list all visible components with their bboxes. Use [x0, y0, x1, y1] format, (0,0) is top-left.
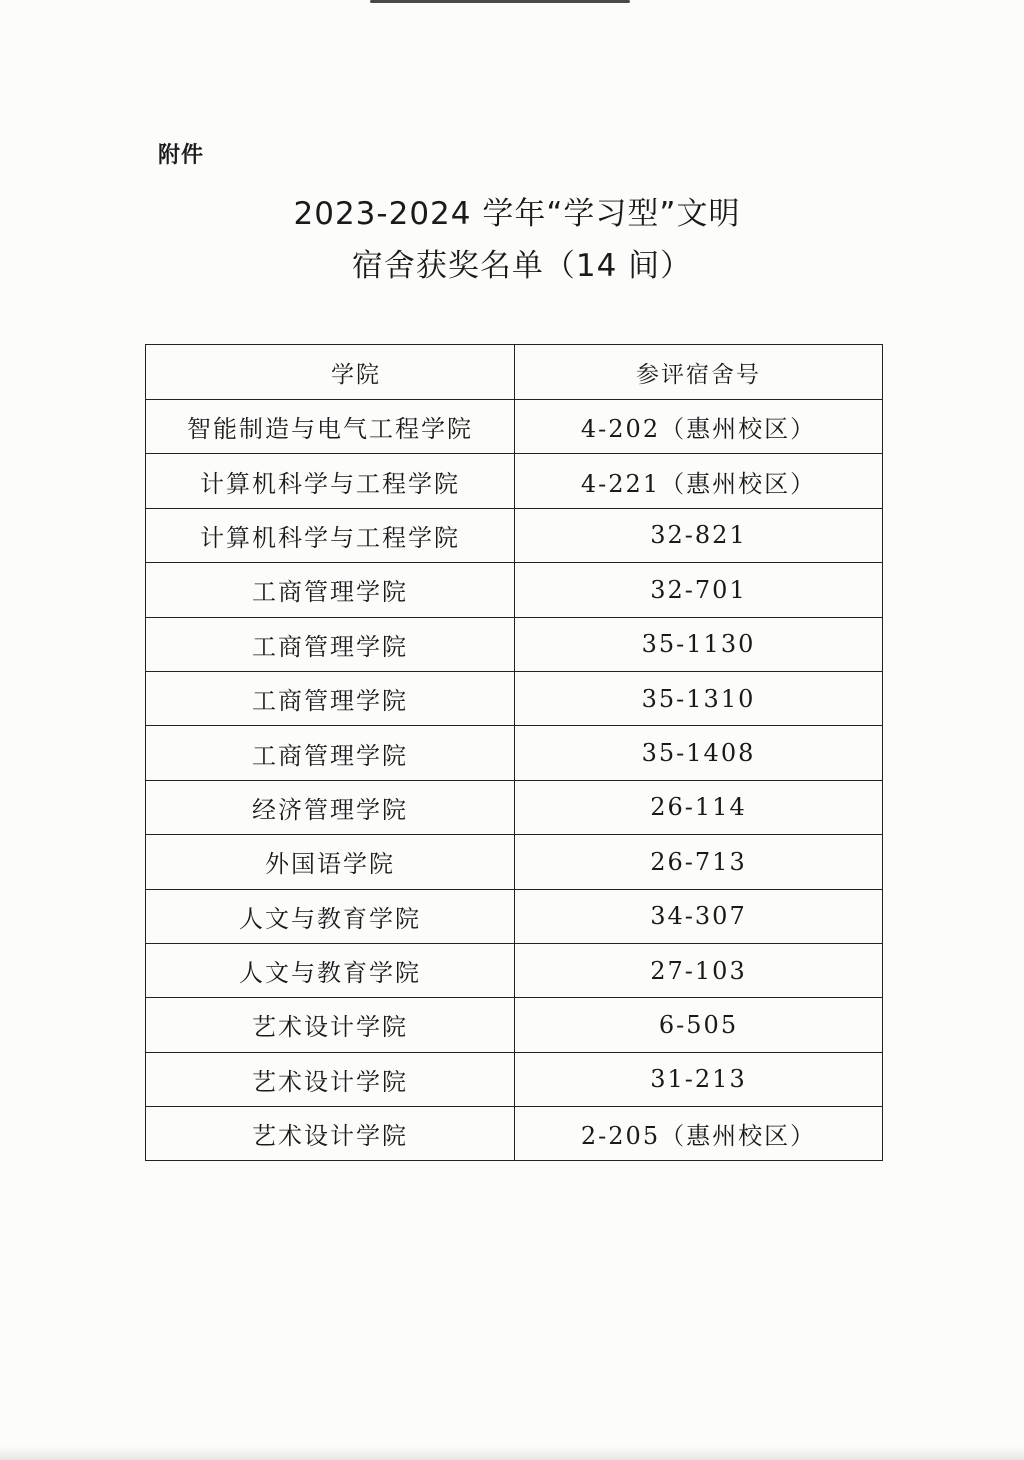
room-cell: 34-307	[515, 889, 883, 943]
college-cell: 工商管理学院	[146, 726, 515, 780]
table-row	[146, 998, 883, 1052]
college-cell: 艺术设计学院	[146, 1052, 515, 1106]
college-cell: 外国语学院	[146, 835, 515, 889]
room-cell: 6-505	[515, 998, 883, 1052]
table-row	[146, 726, 883, 780]
room-cell: 2-205（惠州校区）	[515, 1107, 883, 1161]
room-cell: 35-1310	[515, 671, 883, 725]
scan-edge-bottom	[0, 1446, 1024, 1460]
document-title-line-1: 2023-2024 学年“学习型”文明	[293, 196, 741, 232]
table-row	[146, 1107, 883, 1161]
college-cell: 智能制造与电气工程学院	[146, 400, 515, 454]
room-cell: 32-821	[515, 508, 883, 562]
college-cell: 艺术设计学院	[146, 998, 515, 1052]
table-row	[146, 508, 883, 562]
header-room: 参评宿舍号	[515, 345, 883, 400]
table-row	[146, 943, 883, 997]
college-cell: 人文与教育学院	[146, 943, 515, 997]
document-title-line-2: 宿舍获奖名单（14 间）	[351, 248, 693, 284]
room-cell: 4-202（惠州校区）	[515, 400, 883, 454]
award-table	[145, 344, 883, 1161]
college-cell: 计算机科学与工程学院	[146, 454, 515, 508]
room-cell: 26-713	[515, 835, 883, 889]
scan-edge-top	[370, 0, 630, 3]
room-cell: 35-1408	[515, 726, 883, 780]
header-college: 学院	[146, 345, 515, 400]
college-cell: 经济管理学院	[146, 780, 515, 834]
college-cell: 计算机科学与工程学院	[146, 508, 515, 562]
table-row	[146, 617, 883, 671]
room-cell: 26-114	[515, 780, 883, 834]
college-cell: 艺术设计学院	[146, 1107, 515, 1161]
college-cell: 工商管理学院	[146, 617, 515, 671]
room-cell: 4-221（惠州校区）	[515, 454, 883, 508]
room-cell: 27-103	[515, 943, 883, 997]
table-row	[146, 889, 883, 943]
college-cell: 工商管理学院	[146, 671, 515, 725]
room-cell: 35-1130	[515, 617, 883, 671]
table-row	[146, 454, 883, 508]
table-header-row	[146, 345, 883, 400]
room-cell: 32-701	[515, 563, 883, 617]
table-row	[146, 671, 883, 725]
table-row	[146, 835, 883, 889]
college-cell: 人文与教育学院	[146, 889, 515, 943]
table-row	[146, 400, 883, 454]
table-row	[146, 563, 883, 617]
attachment-label: 附件	[158, 143, 205, 168]
college-cell: 工商管理学院	[146, 563, 515, 617]
table-row	[146, 780, 883, 834]
room-cell: 31-213	[515, 1052, 883, 1106]
table-row	[146, 1052, 883, 1106]
